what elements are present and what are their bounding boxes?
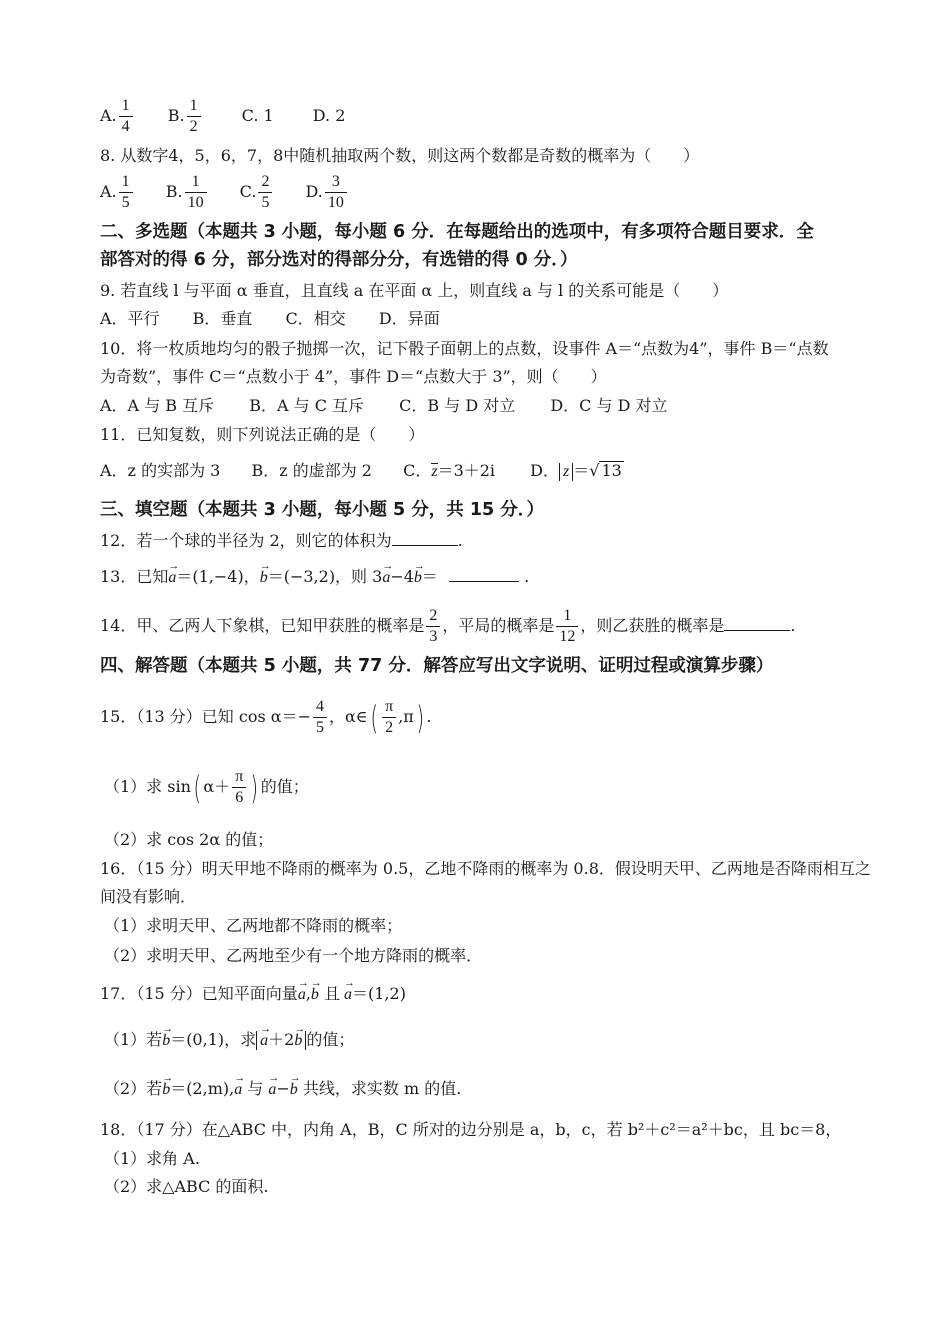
- q10-stem-line2: 为奇数”，事件 C＝“点数小于 4”，事件 D＝“点数大于 3”，则（ ）: [100, 367, 607, 386]
- q10-option-d: D．C 与 D 对立: [550, 396, 668, 415]
- q11-option-a: A．z 的实部为 3: [100, 461, 221, 480]
- q13-answer-blank[interactable]: [449, 567, 519, 582]
- q16-part2: （2）求明天甲、乙两地至少有一个地方降雨的概率．: [104, 946, 483, 965]
- q8-option-a: A. $\frac{1}{5}$: [100, 172, 135, 213]
- section3-heading: 三、填空题（本题共 3 小题，每小题 5 分，共 15 分．）: [100, 500, 545, 520]
- q18-part1: （1）求角 A.: [104, 1149, 200, 1168]
- q16-stem-line2: 间没有影响．: [100, 887, 197, 906]
- q10-option-b: B．A 与 C 互斥: [249, 396, 365, 415]
- q11-option-b: B．z 的虚部为 2: [251, 461, 372, 480]
- q8-options: [100, 172, 349, 213]
- q11-option-d: D． z ＝√ 13: [530, 461, 622, 480]
- q14-answer-blank[interactable]: [724, 616, 790, 631]
- q8-option-c: C. $\frac{2}{5}$: [240, 172, 275, 213]
- q11-stem: 11．已知复数，则下列说法正确的是（ ）: [100, 425, 425, 444]
- q12-answer-blank[interactable]: [392, 531, 458, 546]
- q14: 14．甲、乙两人下象棋，已知甲获胜的概率是 $\frac{2}{3}$ ，平局的概率是 $\frac{1}{12}$ ，则乙获胜的概率是 .: [100, 607, 796, 645]
- q8-stem: 8. 从数字4，5，6，7，8中随机抽取两个数，则这两个数都是奇数的概率为（ ）: [100, 146, 700, 165]
- section2-heading-line1: 二、多选题（本题共 3 小题，每小题 6 分．在每题给出的选项中，有多项符合题目要求．全: [100, 222, 814, 242]
- q15-part1: （1）求 sin( α＋ $\frac{\pi}{6}$ ) 的值；: [104, 768, 309, 807]
- q18-part2: （2）求△ABC 的面积.: [104, 1177, 269, 1196]
- q7-option-b: B. $\frac{1}{2}$: [168, 96, 203, 137]
- q7-options: [100, 96, 345, 137]
- q7-option-d: D. 2: [312, 106, 346, 125]
- section2-heading-line2: 部答对的得 6 分，部分选对的得部分分，有选错的得 0 分．）: [100, 250, 578, 270]
- q7-option-a: A. $\frac{1}{4}$: [100, 96, 135, 137]
- q9-option-c: C．相交: [285, 309, 346, 328]
- q17-part1: （1）若→ b＝(0,1)，求→ a＋2→ b 的值；: [104, 1030, 354, 1051]
- q15-stem: 15．（13 分）已知 cos α＝− $\frac{4}{5}$ ，α∈( $\frac{\pi}{2}$ ,π) .: [100, 698, 432, 737]
- q11-option-c: C．z＝3＋2i: [403, 461, 496, 480]
- q7-option-c: C. 1: [241, 106, 274, 125]
- q16-stem-line1: 16．（15 分）明天甲地不降雨的概率为 0.5，乙地不降雨的概率为 0.8．假设明天甲、乙两地是否降雨相互之: [100, 859, 871, 878]
- q17-part2: （2）若→ b＝(2,m),→ a 与 → a−→ b 共线，求实数 m 的值.: [104, 1079, 461, 1100]
- section4-heading: 四、解答题（本题共 5 小题，共 77 分．解答应写出文字说明、证明过程或演算步骤）: [100, 656, 774, 676]
- q10-option-a: A．A 与 B 互斥: [100, 396, 215, 415]
- q10-option-c: C．B 与 D 对立: [399, 396, 516, 415]
- q18-stem: 18．（17 分）在△ABC 中，内角 A，B，C 所对的边分别是 a，b，c，若 b²＋c²＝a²＋bc，且 bc＝8，: [100, 1120, 842, 1139]
- q9-option-a: A．平行: [100, 309, 160, 328]
- q9-option-d: D．异面: [378, 309, 440, 328]
- q9-option-b: B．垂直: [192, 309, 253, 328]
- q12: 12．若一个球的半径为 2，则它的体积为 .: [100, 531, 463, 550]
- q8-option-d: D. $\frac{3}{10}$: [306, 172, 349, 213]
- q10-options: [100, 396, 668, 416]
- q10-stem-line1: 10．将一枚质地均匀的骰子抛掷一次，记下骰子面朝上的点数，设事件 A＝“点数为4”，事件 B＝“点数: [100, 339, 829, 358]
- q9-options: [100, 309, 440, 329]
- q16-part1: （1）求明天甲、乙两地都不降雨的概率；: [104, 916, 403, 935]
- q9-stem: 9. 若直线 l 与平面 α 垂直，且直线 a 在平面 α 上，则直线 a 与 l 的关系可能是（ ）: [100, 281, 729, 300]
- q11-options: [100, 461, 624, 481]
- q13: 13．已知→ a＝(1,−4)，→ b＝(−3,2)，则 3→ a−4→ b＝ .: [100, 567, 529, 588]
- q15-part2: （2）求 cos 2α 的值；: [104, 830, 274, 849]
- q8-option-b: B. $\frac{1}{10}$: [166, 172, 209, 213]
- q17-stem: 17．（15 分）已知平面向量→ a,→ b 且→ a＝(1,2): [100, 984, 406, 1005]
